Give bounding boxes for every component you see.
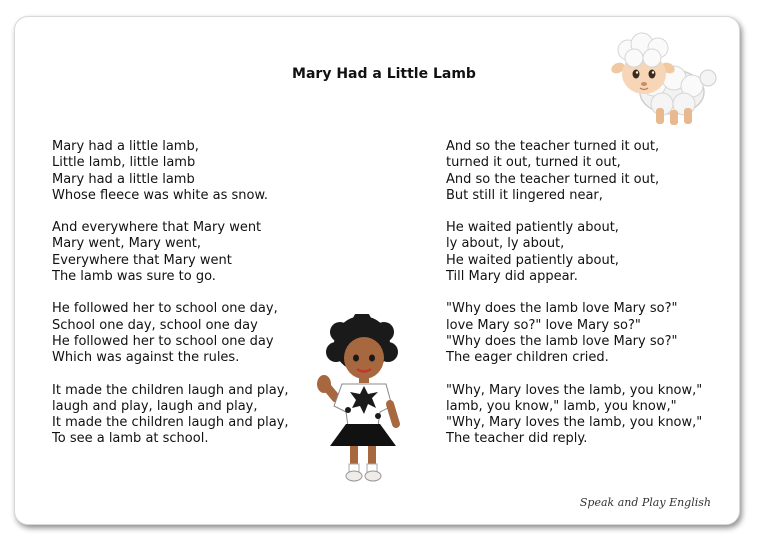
lyric-line: turned it out, turned it out, [446, 155, 621, 171]
lyric-line: And everywhere that Mary went [52, 220, 262, 236]
lyric-line: He waited patiently about, [446, 252, 619, 268]
lyric-line: "Why, Mary loves the lamb, you know," [446, 382, 703, 398]
lyric-line: But still it lingered near, [446, 187, 603, 203]
girl-illustration [312, 314, 412, 486]
lyric-line: He followed her to school one day [52, 333, 274, 349]
lyric-line: "Why does the lamb love Mary so?" [446, 301, 678, 317]
lyric-line: He followed her to school one day, [52, 301, 278, 317]
lyric-line: laugh and play, laugh and play, [52, 398, 258, 414]
lyric-line: And so the teacher turned it out, [446, 139, 660, 154]
lyric-line: The lamb was sure to go. [52, 269, 216, 285]
lyric-line: The teacher did reply. [446, 431, 588, 447]
lyrics-right-column [446, 139, 702, 464]
lyric-line: The eager children cried. [446, 350, 609, 366]
lyric-line: Everywhere that Mary went [52, 252, 232, 268]
lamb-illustration [604, 26, 720, 130]
lyric-line: Till Mary did appear. [446, 269, 578, 285]
stanza [52, 139, 289, 204]
stanza [446, 301, 702, 366]
lyric-line: ly about, ly about, [446, 236, 565, 252]
lyric-line: School one day, school one day [52, 317, 258, 333]
stanza [52, 383, 289, 448]
lyric-line: It made the children laugh and play, [52, 382, 289, 398]
lyric-line: love Mary so?" love Mary so?" [446, 317, 641, 333]
lyric-line: Mary went, Mary went, [52, 236, 202, 252]
lyric-line: Mary had a little lamb [52, 171, 195, 187]
lyric-line: Mary had a little lamb, [52, 139, 199, 154]
page-title: Mary Had a Little Lamb [292, 66, 476, 82]
lyric-line: Whose fleece was white as snow. [52, 187, 269, 203]
lyric-line: Which was against the rules. [52, 350, 240, 366]
credit-text: Speak and Play English [579, 496, 711, 509]
stanza [446, 220, 702, 285]
lyric-line: To see a lamb at school. [52, 431, 209, 447]
lyrics-left-column [52, 139, 289, 464]
lyric-line: Little lamb, little lamb [52, 155, 196, 171]
lyric-line: It made the children laugh and play, [52, 415, 289, 431]
stanza [52, 301, 289, 366]
lyric-line: lamb, you know," lamb, you know," [446, 398, 677, 414]
lyric-line: And so the teacher turned it out, [446, 171, 660, 187]
stanza [52, 220, 289, 285]
lyric-line: "Why does the lamb love Mary so?" [446, 333, 678, 349]
lyric-line: "Why, Mary loves the lamb, you know," [446, 415, 703, 431]
stanza [446, 383, 702, 448]
lyric-line: He waited patiently about, [446, 220, 619, 236]
stanza [446, 139, 702, 204]
